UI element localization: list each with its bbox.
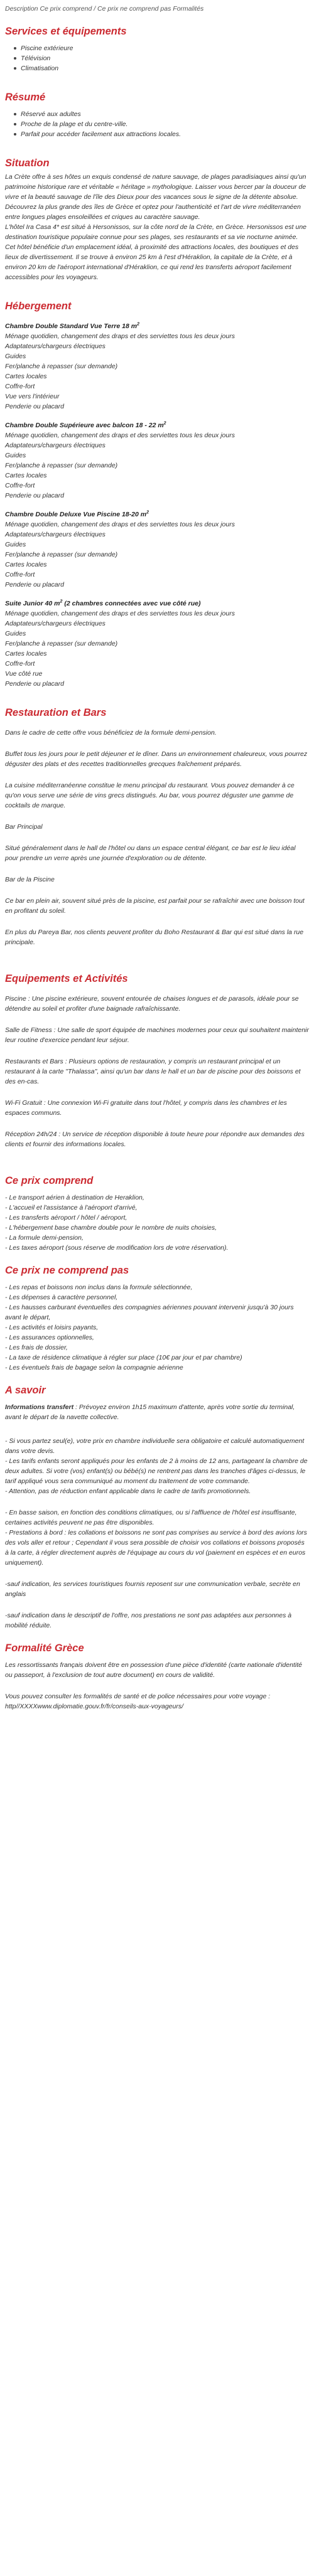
list-item: Parfait pour accéder facilement aux attractions locales.: [21, 129, 309, 139]
list-item: - Les activités et loisirs payants,: [5, 1324, 99, 1331]
list-item: - Les hausses carburant éventuelles des compagnies aériennes pouvant intervenir jusqu'à 30 jours avant le départ,: [5, 1304, 294, 1321]
room-feature: Guides: [5, 353, 26, 360]
ne-comprend-section: [5, 1264, 309, 1373]
room-block: [5, 599, 309, 689]
transfer-info: Informations transfert : Prévoyez environ 1h15 maximum d'attente, après votre sortie du terminal, avant le départ de la navette collective.: [5, 1403, 295, 1421]
savoir-title: A savoir: [5, 1385, 46, 1396]
equipements-paragraph: Piscine : Une piscine extérieure, souvent entourée de chaises longues et de parasols, idéale pour se détendre au soleil et profiter d'une baignade rafraîchissante.: [5, 995, 299, 1013]
equipements-paragraph: Restaurants et Bars : Plusieurs options de restauration, y compris un restaurant principal et un restaurant à la carte "Thalassa", ainsi qu'un bar dans le hall et un bar de piscine pour des boissons et des en-cas.: [5, 1058, 301, 1085]
savoir-paragraph: -sauf indication, les services touristiques fournis reposent sur une communication verbale, secrète en anglais: [5, 1580, 300, 1598]
savoir-paragraph: -sauf indication dans le descriptif de l'offre, nos prestations ne sont pas adaptées aux personnes à mobilité réduite.: [5, 1612, 292, 1629]
room-feature: Penderie ou placard: [5, 403, 64, 410]
transfer-label: Informations transfert: [5, 1403, 74, 1411]
room-block: [5, 509, 309, 590]
list-item: - Les éventuels frais de bagage selon la compagnie aérienne: [5, 1364, 183, 1371]
resume-section: [5, 91, 309, 139]
restauration-paragraph: Ce bar en plein air, souvent situé près de la piscine, est parfait pour se rafraîchir avec une boisson tout en profitant du soleil.: [5, 897, 305, 915]
list-item: - Les repas et boissons non inclus dans la formule sélectionnée,: [5, 1284, 193, 1291]
breadcrumb: Description Ce prix comprend / Ce prix ne comprend pas Formalités: [5, 5, 204, 13]
restauration-paragraph: Buffet tous les jours pour le petit déjeuner et le dîner. Dans un environnement chaleureux, vous pourrez déguster des plats et des recettes traditionnelles grecques fraîchement préparés.: [5, 750, 308, 768]
room-feature: Guides: [5, 630, 26, 637]
services-section: [5, 25, 309, 73]
room-feature: Cartes locales: [5, 561, 47, 568]
room-feature: Ménage quotidien, changement des draps et des serviettes tous les deux jours: [5, 333, 235, 340]
formalite-paragraph: Les ressortissants français doivent être en possession d'une pièce d'identité (carte nationale d'identité ou passeport, à l'exclusion de tout autre document) en cours de validité.: [5, 1661, 302, 1679]
room-name: Chambre Double Deluxe Vue Piscine 18-20 $m^2$: [5, 510, 149, 518]
list-item: - Les transferts aéroport / hôtel / aéroport,: [5, 1214, 127, 1221]
list-item: - Le transport aérien à destination de Heraklion,: [5, 1194, 144, 1201]
savoir-paragraph: - Si vous partez seul(e), votre prix en chambre individuelle sera obligatoire et calculé automatiquement dans votre devis.: [5, 1437, 305, 1455]
savoir-paragraph: - Les tarifs enfants seront appliqués pour les enfants de 2 à moins de 12 ans, partageant la chambre de deux adultes. Si votre (vos) enfant(s) ou bébé(s) ne rentrent pas dans les tranches d'âges ci-dessus, le tarif appliqué vous sera communiqué au moment du traitement de votre commande.: [5, 1457, 308, 1485]
room-feature: Cartes locales: [5, 650, 47, 657]
restauration-paragraph: En plus du Pareya Bar, nos clients peuvent profiter du Boho Restaurant & Bar qui est situé dans la rue principale.: [5, 929, 304, 946]
room-feature: Adaptateurs/chargeurs électriques: [5, 343, 106, 350]
room-name: Suite Junior 40 $m^2$ (2 chambres connectées avec vue côté rue): [5, 599, 201, 607]
restauration-paragraph: La cuisine méditerranéenne constitue le menu principal du restaurant. Vous pouvez demander à ce qu'on vous serve une série de vins grecs distingués. Au bar, vous pourrez déguster une gamme de cocktails de marque.: [5, 782, 295, 809]
equipements-title: Equipements et Activités: [5, 973, 128, 984]
situation-section: [5, 157, 309, 282]
room-feature: Cartes locales: [5, 472, 47, 479]
room-feature: Coffre-fort: [5, 482, 35, 489]
list-item: - Les taxes aéroport (sous réserve de modification lors de votre réservation).: [5, 1244, 229, 1252]
services-list: [5, 43, 309, 73]
savoir-section: [5, 1384, 309, 1631]
list-item: Télévision: [21, 53, 309, 63]
room-feature: Vue vers l'intérieur: [5, 393, 60, 400]
room-feature: Fer/planche à repasser (sur demande): [5, 363, 118, 370]
restauration-paragraph: Dans le cadre de cette offre vous bénéficiez de la formule demi-pension.: [5, 729, 217, 737]
room-feature: Penderie ou placard: [5, 680, 64, 688]
savoir-paragraph: - Attention, pas de réduction enfant applicable dans le cadre de tarifs promotionnels.: [5, 1488, 251, 1495]
services-title: Services et équipements: [5, 26, 127, 37]
list-item: - La taxe de résidence climatique à régler sur place (10€ par jour et par chambre): [5, 1354, 242, 1361]
hebergement-title: Hébergement: [5, 301, 72, 312]
room-feature: Coffre-fort: [5, 383, 35, 390]
restauration-section: [5, 706, 309, 947]
list-item: - L'hébergement base chambre double pour le nombre de nuits choisies,: [5, 1224, 217, 1232]
room-name: Chambre Double Standard Vue Terre 18 $m^2$: [5, 322, 139, 330]
list-item: Piscine extérieure: [21, 43, 309, 53]
hebergement-section: [5, 300, 309, 689]
bar-name: Bar de la Piscine: [5, 876, 55, 883]
list-item: - Les assurances optionnelles,: [5, 1334, 94, 1341]
resume-title: Résumé: [5, 92, 46, 103]
equipements-paragraph: Wi-Fi Gratuit : Une connexion Wi-Fi gratuite dans tout l'hôtel, y compris dans les chambres et les espaces communs.: [5, 1099, 287, 1117]
room-feature: Ménage quotidien, changement des draps et des serviettes tous les deux jours: [5, 610, 235, 617]
room-feature: Vue côté rue: [5, 670, 43, 678]
list-item: - Les dépenses à caractère personnel,: [5, 1294, 118, 1301]
comprend-title: Ce prix comprend: [5, 1175, 94, 1186]
room-feature: Fer/planche à repasser (sur demande): [5, 551, 118, 558]
situation-title: Situation: [5, 157, 50, 169]
comprend-section: [5, 1174, 309, 1253]
page: [5, 4, 309, 1711]
list-item: Proche de la plage et du centre-ville.: [21, 119, 309, 129]
equipements-section: [5, 972, 309, 1149]
list-item: Réservé aux adultes: [21, 109, 309, 119]
formalite-title: Formalité Grèce: [5, 1642, 84, 1654]
room-feature: Penderie ou placard: [5, 492, 64, 499]
formalite-paragraph: Vous pouvez consulter les formalités de santé et de police nécessaires pour votre voyage : http//XXXXwww.diplomatie.gouv.fr/fr/conseils-aux-voyageurs/: [5, 1693, 271, 1710]
list-item: - Les frais de dossier,: [5, 1344, 68, 1351]
situation-paragraph: L'hôtel Ira Casa 4* est situé à Hersonissos, sur la côte nord de la Crète, en Grèce. Hersonissos est une destination touristique populaire connue pour ses plages, ses restaurants et sa vie nocturne animée. Cet hôtel bénéficie d'un emplacement idéal, à proximité des attractions locales, des boutiques et des lieux de divertissement. Il se trouve à environ 25 km à l'est d'Héraklion, la capitale de la Crète, et à environ 20 km de l'aéroport international d'Héraklion, ce qui rend les transferts aéroport facilement accessibles pour les voyageurs.: [5, 223, 306, 281]
room-feature: Fer/planche à repasser (sur demande): [5, 640, 118, 647]
room-feature: Fer/planche à repasser (sur demande): [5, 462, 118, 469]
room-feature: Coffre-fort: [5, 660, 35, 668]
list-item: - La formule demi-pension,: [5, 1234, 84, 1242]
bar-name: Bar Principal: [5, 823, 43, 831]
room-name: Chambre Double Supérieure avec balcon 18 - 22 $m^2$: [5, 421, 166, 429]
restauration-title: Restauration et Bars: [5, 707, 107, 718]
restauration-paragraph: Situé généralement dans le hall de l'hôtel ou dans un espace central élégant, ce bar est le lieu idéal pour prendre un verre après une journée d'exploration ou de détente.: [5, 844, 296, 862]
equipements-paragraph: Salle de Fitness : Une salle de sport équipée de machines modernes pour ceux qui souhaitent maintenir leur routine d'exercice pendant leur séjour.: [5, 1026, 309, 1044]
formalite-section: [5, 1642, 309, 1711]
resume-list: [5, 109, 309, 139]
list-item: Climatisation: [21, 63, 309, 73]
savoir-paragraph: - En basse saison, en fonction des conditions climatiques, ou si l'affluence de l'hôtel est insuffisante, certaines activités peuvent ne pas être disponibles.: [5, 1509, 297, 1526]
room-block: [5, 321, 309, 412]
room-feature: Coffre-fort: [5, 571, 35, 578]
list-item: - L'accueil et l'assistance à l'aéroport d'arrivé,: [5, 1204, 138, 1211]
room-feature: Guides: [5, 541, 26, 548]
room-feature: Adaptateurs/chargeurs électriques: [5, 531, 106, 538]
ne-comprend-title: Ce prix ne comprend pas: [5, 1265, 129, 1276]
room-feature: Cartes locales: [5, 373, 47, 380]
room-feature: Ménage quotidien, changement des draps et des serviettes tous les deux jours: [5, 432, 235, 439]
room-feature: Adaptateurs/chargeurs électriques: [5, 620, 106, 627]
room-block: [5, 420, 309, 501]
room-feature: Guides: [5, 452, 26, 459]
room-feature: Ménage quotidien, changement des draps et des serviettes tous les deux jours: [5, 521, 235, 528]
situation-paragraph: La Crète offre à ses hôtes un exquis condensé de nature sauvage, de plages paradisiaques ainsi qu'un patrimoine historique rare et véritable « héritage » mythologique. Laisser vous bercer par la douceur de vivre et la beauté sauvage de l'île des Dieux pour des vacances sous le signe de la détente absolue. Découvrez la plus grande des îles de Grèce et optez pour l'authenticité et l'art de vivre méditerranéen entre longues plages ensoleillées et criques au caractère sauvage.: [5, 173, 306, 221]
savoir-paragraph: - Prestations à bord : les collations et boissons ne sont pas comprises au service à bord des avions lors des vols aller et retour ; Cependant il vous sera possible de choisir vos collations et boissons proposés à la carte, à régler directement auprès de l'équipage au cours du vol (paiement en espèces et en euros uniquement).: [5, 1529, 307, 1567]
room-feature: Adaptateurs/chargeurs électriques: [5, 442, 106, 449]
equipements-paragraph: Réception 24h/24 : Un service de réception disponible à toute heure pour répondre aux demandes des clients et fournir des informations locales.: [5, 1131, 305, 1148]
room-feature: Penderie ou placard: [5, 581, 64, 588]
